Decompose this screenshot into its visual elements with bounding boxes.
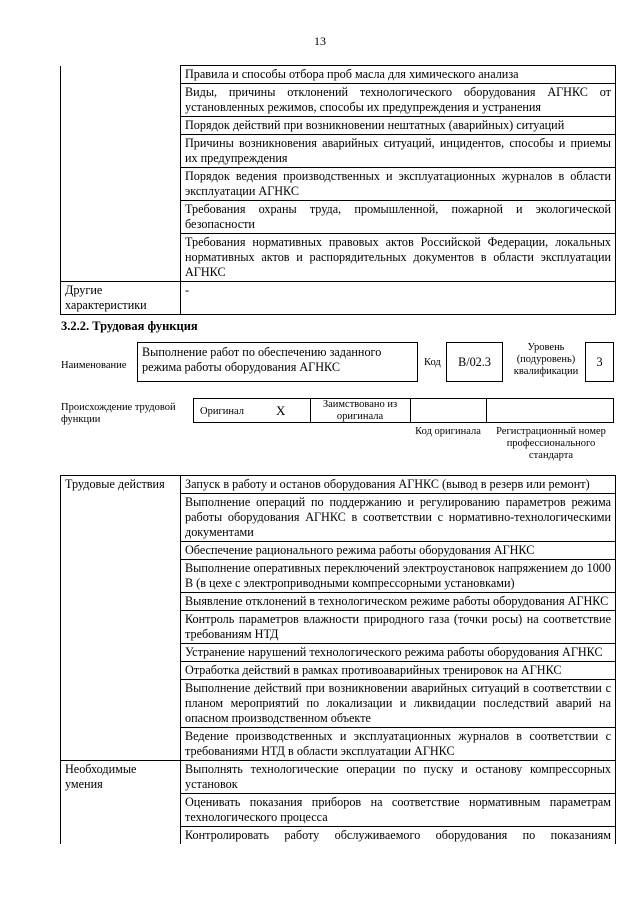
skill-item: Контролировать работу обслуживаемого оборудования по показаниям (181, 827, 616, 845)
action-item: Устранение нарушений технологического режима работы оборудования АГНКС (181, 644, 616, 662)
section-heading: 3.2.2. Трудовая функция (61, 319, 198, 333)
other-characteristics-label: Другие характеристики (61, 282, 181, 315)
registration-number-caption: Регистрационный номер профессионального стандарта (496, 426, 606, 461)
code-label: Код (424, 357, 441, 368)
origin-divider-1 (310, 398, 311, 423)
original-label: Оригинал (200, 406, 244, 417)
knowledge-item: Порядок ведения производственных и эксплуатационных журналов в области эксплуатации АГНКС (181, 168, 616, 201)
action-item: Контроль параметров влажности природного газа (точки росы) на соответствие требованиям НТД (181, 611, 616, 644)
code-original-caption: Код оригинала (415, 426, 481, 437)
actions-table (60, 475, 616, 844)
action-item: Выполнение действий при возникновении аварийных ситуаций в соответствии с планом мероприятий по локализации и ликвидации последствий аварий на опасном производственном объекте (181, 680, 616, 728)
action-item: Выполнение оперативных переключений электроустановок напряжением до 1000 В (в цехе с электроприводными компрессорными установками) (181, 560, 616, 593)
action-item: Ведение производственных и эксплуатационных журналов в соответствии с требованиями НТД в области эксплуатации АГНКС (181, 728, 616, 761)
knowledge-item: Причины возникновения аварийных ситуаций, инцидентов, способы и приемы их предупреждения (181, 135, 616, 168)
table-row (61, 761, 616, 794)
knowledge-item: Порядок действий при возникновении нештатных (аварийных) ситуаций (181, 117, 616, 135)
actions-label: Трудовые действия (61, 476, 181, 761)
action-item: Выполнение операций по поддержанию и регулированию параметров режима работы оборудования АГНКС в соответствии с нормативно-технологическими документами (181, 494, 616, 542)
function-name-value: Выполнение работ по обеспечению заданного режима работы оборудования АГНКС (142, 345, 382, 374)
table-row (61, 476, 616, 494)
other-characteristics-value: - (181, 282, 616, 315)
skill-item: Выполнять технологические операции по пуску и останову компрессорных установок (181, 761, 616, 794)
original-mark: X (276, 403, 286, 418)
skills-label: Необходимые умения (61, 761, 181, 845)
knowledge-item: Виды, причины отклонений технологического оборудования АГНКС от установленных режимов, способы их предупреждения и устранения (181, 84, 616, 117)
qualification-level-value: 3 (596, 355, 603, 369)
action-item: Обеспечение рационального режима работы оборудования АГНКС (181, 542, 616, 560)
qualification-level-label: Уровень (подуровень) квалификации (513, 342, 579, 377)
page-number: 13 (314, 34, 326, 48)
action-item: Выявление отклонений в технологическом режиме работы оборудования АГНКС (181, 593, 616, 611)
origin-label: Происхождение трудовой функции (61, 402, 176, 425)
action-item: Запуск в работу и останов оборудования АГНКС (вывод в резерв или ремонт) (181, 476, 616, 494)
table-row (61, 66, 616, 84)
borrowed-label: Заимствовано из оригинала (322, 399, 398, 422)
code-value: B/02.3 (458, 355, 491, 369)
origin-divider-3 (486, 398, 487, 423)
action-item: Отработка действий в рамках противоаварийных тренировок на АГНКС (181, 662, 616, 680)
knowledge-table (60, 65, 616, 315)
function-name-label: Наименование (61, 360, 127, 371)
knowledge-item: Требования нормативных правовых актов Российской Федерации, локальных нормативных актов и распорядительных документов в области эксплуатации АГНКС (181, 234, 616, 282)
knowledge-item: Требования охраны труда, промышленной, пожарной и экологической безопасности (181, 201, 616, 234)
origin-divider-2 (410, 398, 411, 423)
knowledge-item: Правила и способы отбора проб масла для химического анализа (181, 66, 616, 84)
skill-item: Оценивать показания приборов на соответствие нормативным параметрам технологического процесса (181, 794, 616, 827)
table-row (61, 282, 616, 315)
